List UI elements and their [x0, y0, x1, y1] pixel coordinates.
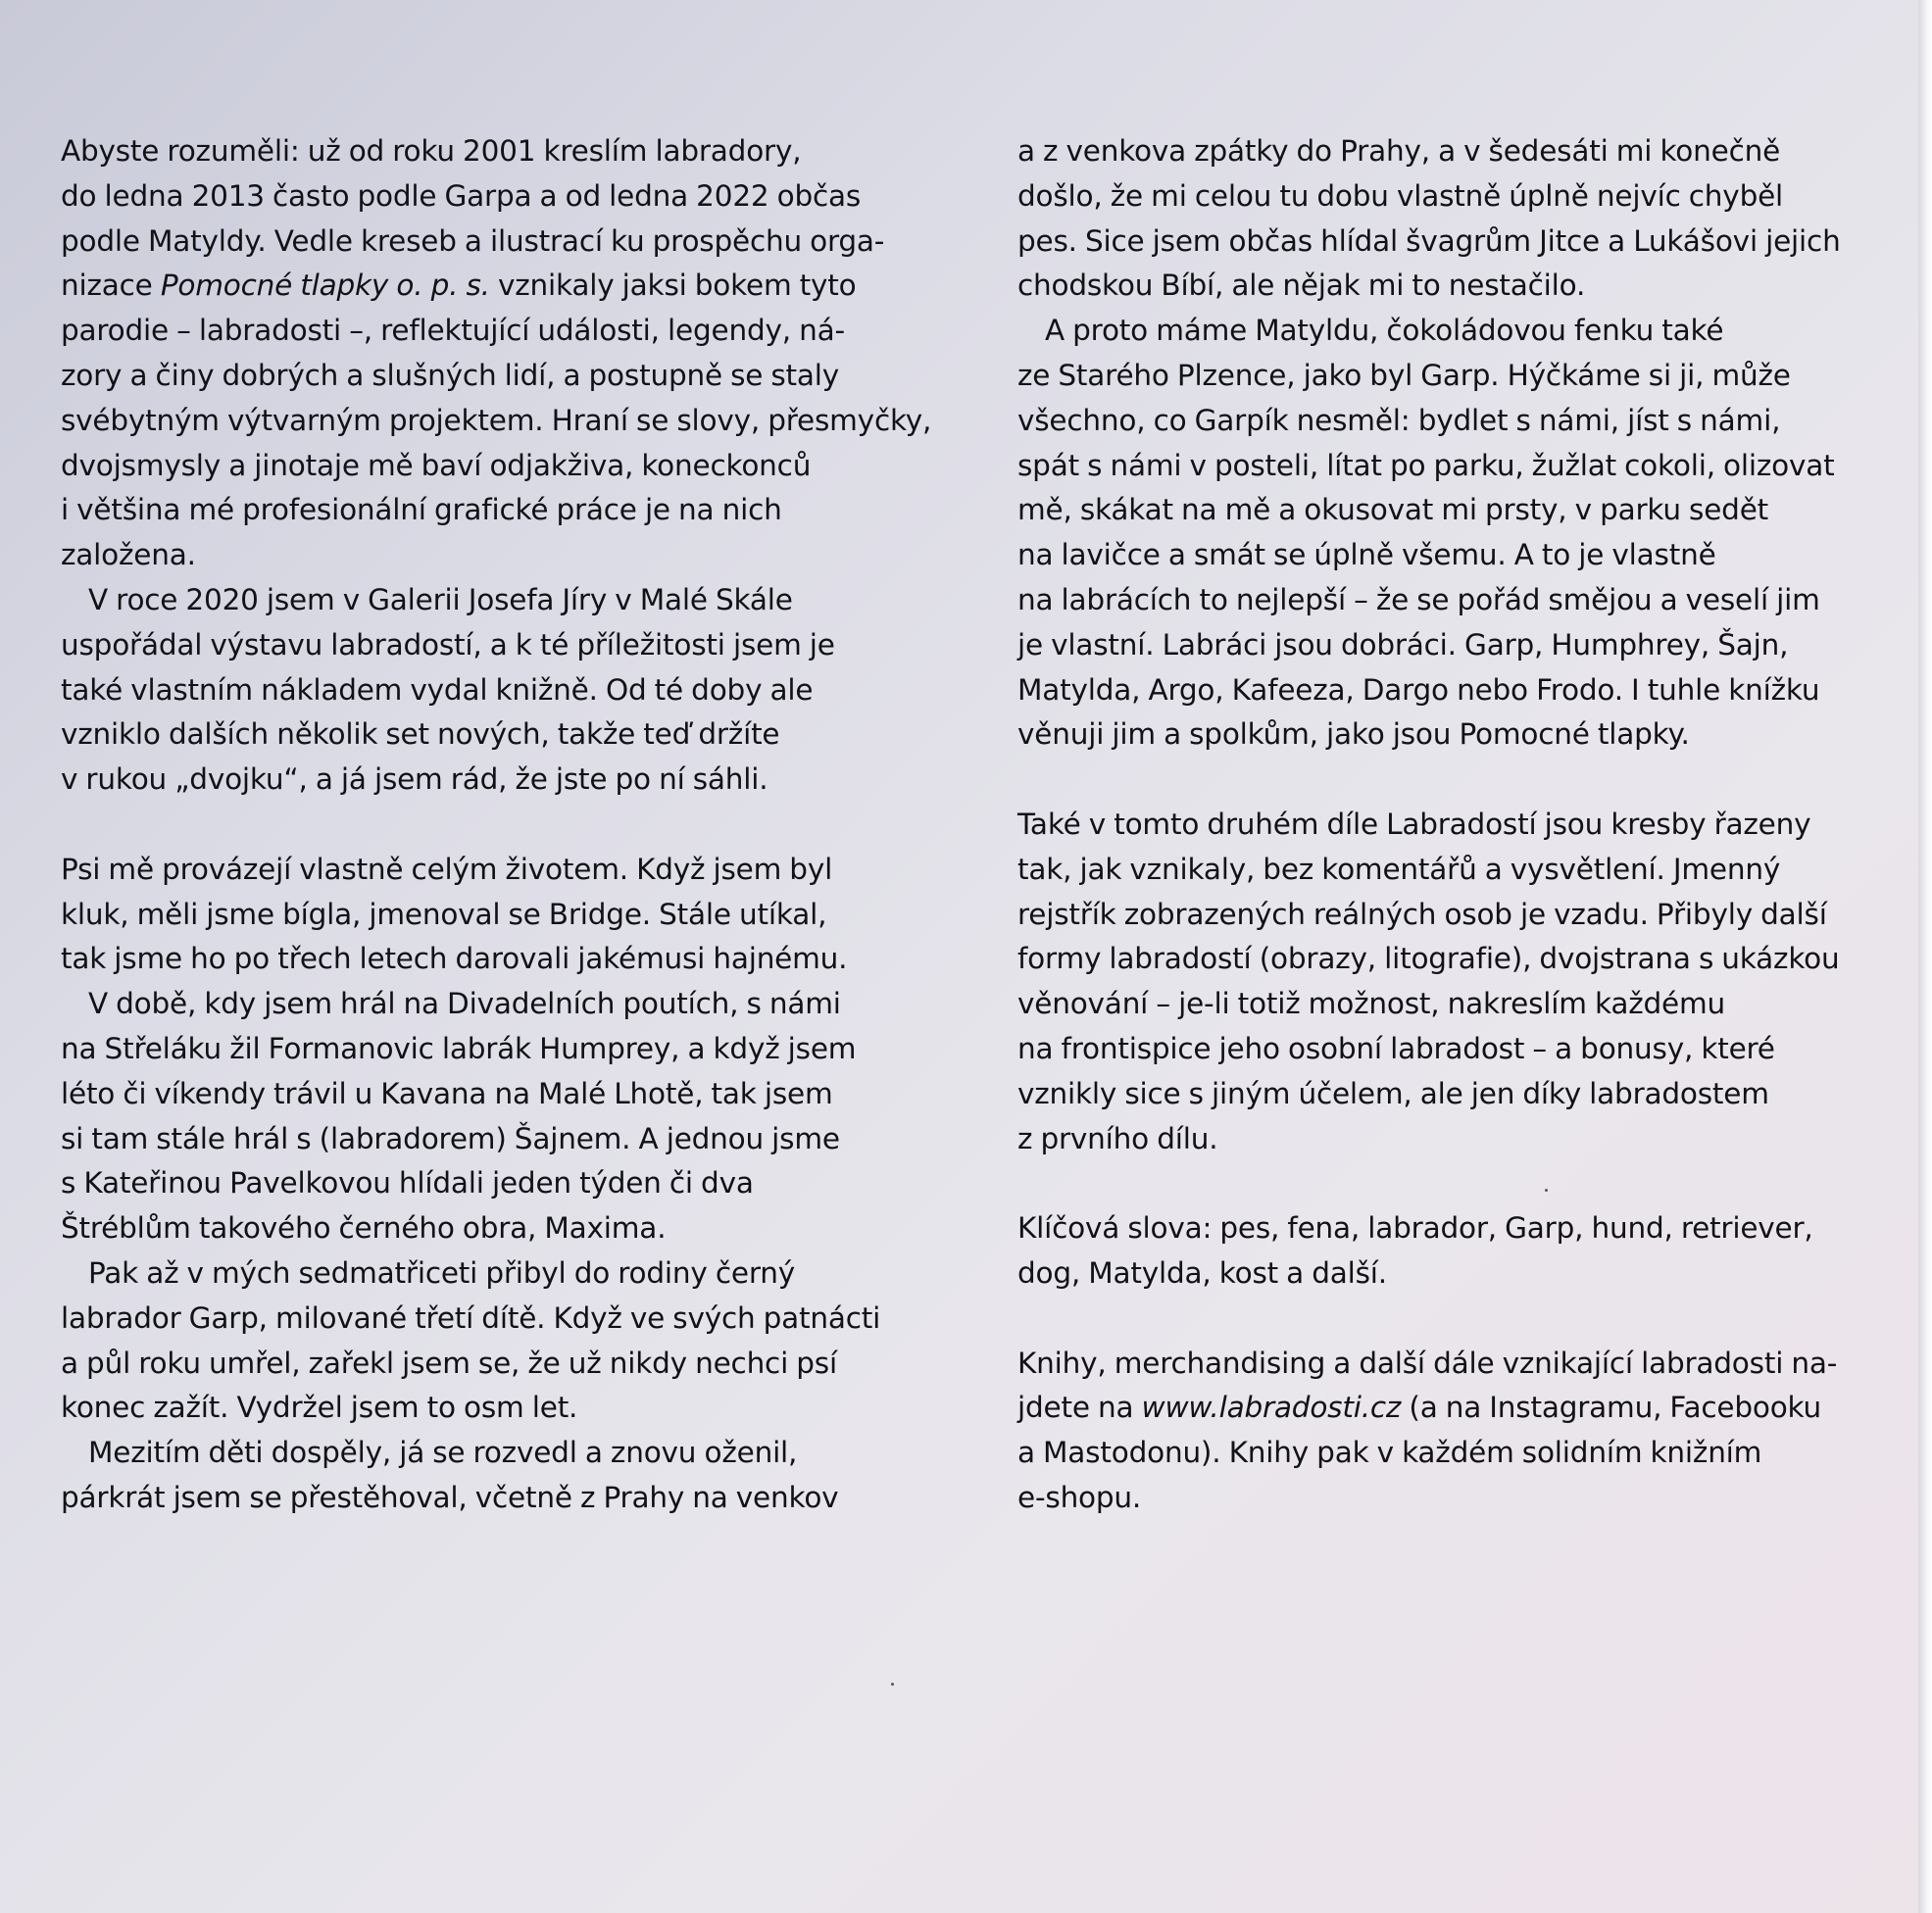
text-line: je vlastní. Labráci jsou dobráci. Garp, Humphrey, Šajn, [1017, 627, 1789, 662]
paragraph-gap [61, 803, 1002, 848]
paragraph [1017, 129, 1917, 309]
text-line: Klíčová slova: pes, fena, labrador, Garp, hund, retriever, [1017, 1211, 1813, 1246]
text-line: tak jsme ho po třech letech darovali jakémusi hajnému. [61, 942, 848, 976]
text-line: na frontispice jeho osobní labradost – a bonusy, které [1017, 1031, 1775, 1065]
text-line: párkrát jsem se přestěhoval, včetně z Prahy na venkov [61, 1480, 839, 1514]
text-line: labrador Garp, milované třetí dítě. Když ve svých patnácti [61, 1300, 881, 1335]
text-line: vznikly sice s jiným účelem, ale jen díky labradostem [1017, 1076, 1769, 1110]
text-line: i většina mé profesionální grafické práce je na nich [61, 493, 782, 527]
paragraph-gap [1017, 758, 1917, 803]
paper-speck [891, 1683, 894, 1686]
text-line: z prvního dílu. [1017, 1121, 1218, 1155]
text-line: vzniklo dalších několik set nových, takže teď držíte [61, 717, 780, 752]
text-line: V době, kdy jsem hrál na Divadelních poutích, s námi [88, 987, 841, 1021]
paragraph [61, 1251, 1002, 1431]
text-line: Knihy, merchandising a další dále vznikající labradosti na- [1017, 1346, 1838, 1380]
page-edge [1918, 0, 1932, 1913]
paragraph [61, 578, 1002, 803]
text-line: na Střeláku žil Formanovic labrák Humprey, a když jsem [61, 1031, 857, 1065]
right-column [1017, 129, 1917, 1521]
text-line: dog, Matylda, kost a další. [1017, 1255, 1387, 1290]
text-line: kluk, měli jsme bígla, jmenoval se Bridge. Stále utíkal, [61, 897, 827, 931]
text-line: dvojsmysly a jinotaje mě baví odjakživa, koneckonců [61, 448, 812, 482]
text-line: formy labradostí (obrazy, litografie), dvojstrana s ukázkou [1017, 942, 1840, 976]
text-line: A proto máme Matyldu, čokoládovou fenku také [1045, 314, 1724, 348]
text-line: konec zažít. Vydržel jsem to osm let. [61, 1391, 578, 1425]
paragraph [1017, 309, 1917, 758]
text-line: Také v tomto druhém díle Labradostí jsou kresby řazeny [1017, 807, 1811, 841]
text-line: Psi mě provázejí vlastně celým životem. Když jsem byl [61, 852, 833, 886]
text-line: do ledna 2013 často podle Garpa a od ledna 2022 občas [61, 178, 862, 213]
text-line: si tam stále hrál s (labradorem) Šajnem. A jednou jsme [61, 1121, 840, 1155]
text-line: svébytným výtvarným projektem. Hraní se slovy, přesmyčky, [61, 403, 932, 437]
text-line: pes. Sice jsem občas hlídal švagrům Jitce a Lukášovi jejich [1017, 223, 1841, 258]
text-line: podle Matyldy. Vedle kreseb a ilustrací ku prospěchu orga- [61, 223, 885, 258]
text-line: na labrácích to nejlepší – že se pořád smějou a veselí jim [1017, 582, 1820, 616]
text-line: mě, skákat na mě a okusovat mi prsty, v parku sedět [1017, 493, 1769, 527]
text-run: vznikaly jaksi bokem tyto [489, 269, 857, 303]
text-line: s Kateřinou Pavelkovou hlídali jeden týden či dva [61, 1166, 754, 1201]
organization-name: Pomocné tlapky o. p. s. [160, 269, 490, 303]
text-line: zory a činy dobrých a slušných lidí, a postupně se staly [61, 358, 840, 392]
text-line: na lavičce a smát se úplně všemu. A to je vlastně [1017, 538, 1716, 572]
text-line: rejstřík zobrazených reálných osob je vzadu. Přibyly další [1017, 897, 1827, 931]
text-line: Štréblům takového černého obra, Maxima. [61, 1211, 667, 1246]
paragraph [1017, 1206, 1917, 1297]
paragraph [61, 1431, 1002, 1521]
paragraph-gap [1017, 1161, 1917, 1206]
text-line: ze Starého Plzence, jako byl Garp. Hýčkáme si ji, může [1017, 358, 1791, 392]
text-run: jdete na [1017, 1391, 1142, 1425]
text-line: léto či víkendy trávil u Kavana na Malé Lhotě, tak jsem [61, 1076, 833, 1110]
website-link[interactable]: www.labradosti.cz [1141, 1391, 1402, 1425]
text-line: také vlastním nákladem vydal knižně. Od té doby ale [61, 672, 814, 707]
text-line: e-shopu. [1017, 1480, 1142, 1514]
text-line: a z venkova zpátky do Prahy, a v šedesáti mi konečně [1017, 134, 1781, 168]
text-line: uspořádal výstavu labradostí, a k té příležitosti jsem je [61, 627, 835, 662]
text-line [61, 264, 1002, 309]
text-line: chodskou Bíbí, ale nějak mi to nestačilo. [1017, 269, 1586, 303]
text-line: spát s námi v posteli, lítat po parku, žužlat cokoli, olizovat [1017, 448, 1835, 482]
paragraph [1017, 803, 1917, 1161]
text-line [1017, 1386, 1917, 1431]
text-line: došlo, že mi celou tu dobu vlastně úplně nejvíc chyběl [1017, 178, 1784, 213]
text-line: věnuji jim a spolkům, jako jsou Pomocné tlapky. [1017, 717, 1690, 752]
text-line: Abyste rozuměli: už od roku 2001 kreslím labradory, [61, 134, 802, 168]
text-run: (a na Instagramu, Facebooku [1401, 1391, 1822, 1425]
text-line: v rukou „dvojku“, a já jsem rád, že jste po ní sáhli. [61, 762, 768, 797]
text-line: všechno, co Garpík nesměl: bydlet s námi, jíst s námi, [1017, 403, 1781, 437]
text-line: založena. [61, 538, 196, 572]
text-line: parodie – labradosti –, reflektující události, legendy, ná- [61, 314, 845, 348]
text-run: nizace [61, 269, 161, 303]
paragraph [61, 848, 1002, 982]
text-line: Mezitím děti dospěly, já se rozvedl a znovu oženil, [88, 1436, 798, 1470]
text-line: V roce 2020 jsem v Galerii Josefa Jíry v Malé Skále [88, 582, 793, 616]
text-line: a Mastodonu). Knihy pak v každém solidním knižním [1017, 1436, 1762, 1470]
text-line: Pak až v mých sedmatřiceti přibyl do rodiny černý [88, 1255, 795, 1290]
paragraph [61, 982, 1002, 1251]
paragraph-gap [1017, 1297, 1917, 1342]
text-line: věnování – je-li totiž možnost, nakreslím každému [1017, 987, 1725, 1021]
paragraph [1017, 1342, 1917, 1521]
text-line: a půl roku umřel, zařekl jsem se, že už nikdy nechci psí [61, 1346, 837, 1380]
paper-speck [1545, 1189, 1548, 1192]
text-line: tak, jak vznikaly, bez komentářů a vysvětlení. Jmenný [1017, 852, 1781, 886]
text-line: Matylda, Argo, Kafeeza, Dargo nebo Frodo. I tuhle knížku [1017, 672, 1820, 707]
left-column [61, 129, 1002, 1521]
paragraph [61, 129, 1002, 578]
